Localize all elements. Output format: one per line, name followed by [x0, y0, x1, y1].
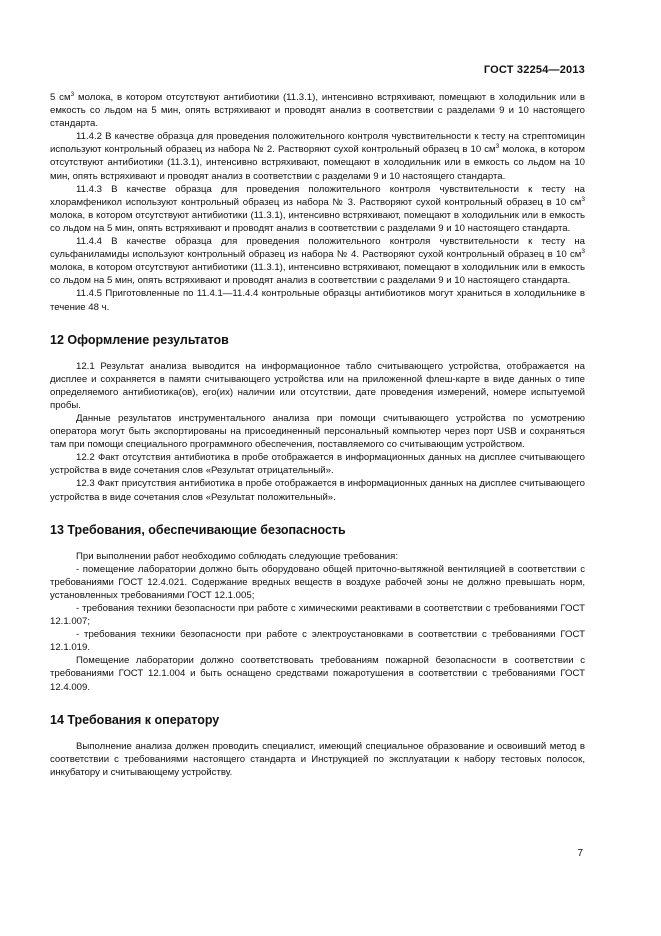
superscript: 3 [70, 91, 75, 98]
page-number: 7 [577, 848, 583, 859]
paragraph-11-4-2 [50, 130, 585, 182]
text-fragment: молока, в котором отсутствуют антибиотики (11.3.1), интенсивно встряхивают, помещают в холодильник или в емкость со льдом на 5 мин, опять встряхивают и проводят анализ в соответствии с разделами 9 и 10 настоящего стандарта. [50, 92, 585, 130]
paragraph-11-4-5: 11.4.5 Приготовленные по 11.4.1—11.4.4 контрольные образцы антибиотиков могут храниться в холодильнике в течение 48 ч. [50, 288, 585, 313]
paragraph-11-4-4 [50, 235, 585, 287]
section-14-heading: 14 Требования к оператору [50, 712, 220, 727]
text-fragment: 11.4.4 В качестве образца для проведения положительного контроля чувствительности к тесту на сульфаниламиды используют контрольный образец из набора № 4. Растворяют сухой контрольный образец в 10 см [50, 236, 585, 261]
section-12-heading: 12 Оформление результатов [50, 332, 229, 347]
section-13-heading: 13 Требования, обеспечивающие безопасность [50, 522, 346, 537]
document-code: ГОСТ 32254—2013 [483, 64, 585, 76]
paragraph-12-1: 12.1 Результат анализа выводится на информационное табло считывающего устройства, отображается на дисплее и сохраняется в памяти считывающего устройства или на приложенной флеш-карте в виде данных о типе определяемого антибиотика(ов), его(их) наличии или отсутствии, дате проведения измерений, номере испытуемой пробы. [50, 360, 585, 411]
paragraph-13-intro: При выполнении работ необходимо соблюдать следующие требования: [76, 550, 399, 562]
list-item-ventilation: - помещение лаборатории должно быть оборудовано общей приточно-вытяжной вентиляцией в соответствии с требованиями ГОСТ 12.4.021. Содержание вредных веществ в воздухе рабочей зоны не должно превышать норм, установленных требованиями ГОСТ 12.1.005; [50, 563, 585, 601]
text-fragment: молока, в котором отсутствуют антибиотики (11.3.1), интенсивно встряхивают, помещают в холодильник или в емкость со льдом на 5 мин, опять встряхивают и проводят анализ в соответствии с разделами 9 и 10 настоящего стандарта. [50, 209, 585, 234]
text-fragment: молока, в котором отсутствуют антибиотики (11.3.1), интенсивно встряхивают, помещают в холодильник или в емкость со льдом на 10 мин, опять встряхивают и проводят анализ в соответствии с разделами 9 и 10 настоящего стандарта. [50, 144, 585, 182]
text-fragment: 11.4.3 В качестве образца для проведения положительного контроля чувствительности к тесту на хлорамфеникол используют контрольный образец из набора № 3. Растворяют сухой контрольный образец в 10 см [50, 183, 585, 208]
superscript: 3 [495, 143, 500, 151]
paragraph-12-1-export: Данные результатов инструментального анализа при помощи считывающего устройства по усмотрению оператора могут быть экспортированы на присоединенный персональный компьютер через порт USB и сохраняться там при помощи специального программного обеспечения, поставляемого со считывающим устройством. [50, 412, 585, 451]
paragraph-13-fire-safety: Помещение лаборатории должно соответствовать требованиям пожарной безопасности в соответствии с требованиями ГОСТ 12.1.004 и быть оснащено средствами пожаротушения в соответствии с требованиями ГОСТ 12.4.009. [50, 655, 585, 693]
paragraph-11-4-3 [50, 183, 585, 235]
superscript: 3 [581, 248, 585, 256]
list-item-electrical-safety: - требования техники безопасности при работе с электроустановками в соответствии с требованиями ГОСТ 12.1.019. [50, 629, 585, 654]
text-fragment: 5 см [50, 92, 71, 103]
paragraph-14-1: Выполнение анализа должен проводить специалист, имеющий специальное образование и освоивший метод в соответствии с требованиями настоящего стандарта и Инструкцией по эксплуатации к набору тестовых полосок, инкубатору и считывающему устройству. [50, 740, 585, 778]
superscript: 3 [581, 195, 585, 203]
paragraph-12-2: 12.2 Факт отсутствия антибиотика в пробе отображается в информационных данных на дисплее считывающего устройства в виде сочетания слов «Результат отрицательный». [50, 452, 585, 477]
paragraph-continuation [50, 91, 585, 130]
text-fragment: 11.4.2 В качестве образца для проведения положительного контроля чувствительности к тесту на стрептомицин используют контрольный образец из набора № 2. Растворяют сухой контрольный образец в 10 см [50, 131, 585, 156]
document-body [50, 91, 585, 779]
list-item-chemical-safety: - требования техники безопасности при работе с химическими реактивами в соответствии с требованиями ГОСТ 12.1.007; [50, 603, 585, 628]
text-fragment: молока, в котором отсутствуют антибиотики (11.3.1), интенсивно встряхивают, помещают в холодильник или в емкость со льдом на 5 мин, опять встряхивают и проводят анализ в соответствии с разделами 9 и 10 настоящего стандарта. [50, 262, 585, 287]
paragraph-12-3: 12.3 Факт присутствия антибиотика в пробе отображается в информационных данных на дисплее считывающего устройства в виде сочетания слов «Результат положительный». [50, 478, 585, 503]
